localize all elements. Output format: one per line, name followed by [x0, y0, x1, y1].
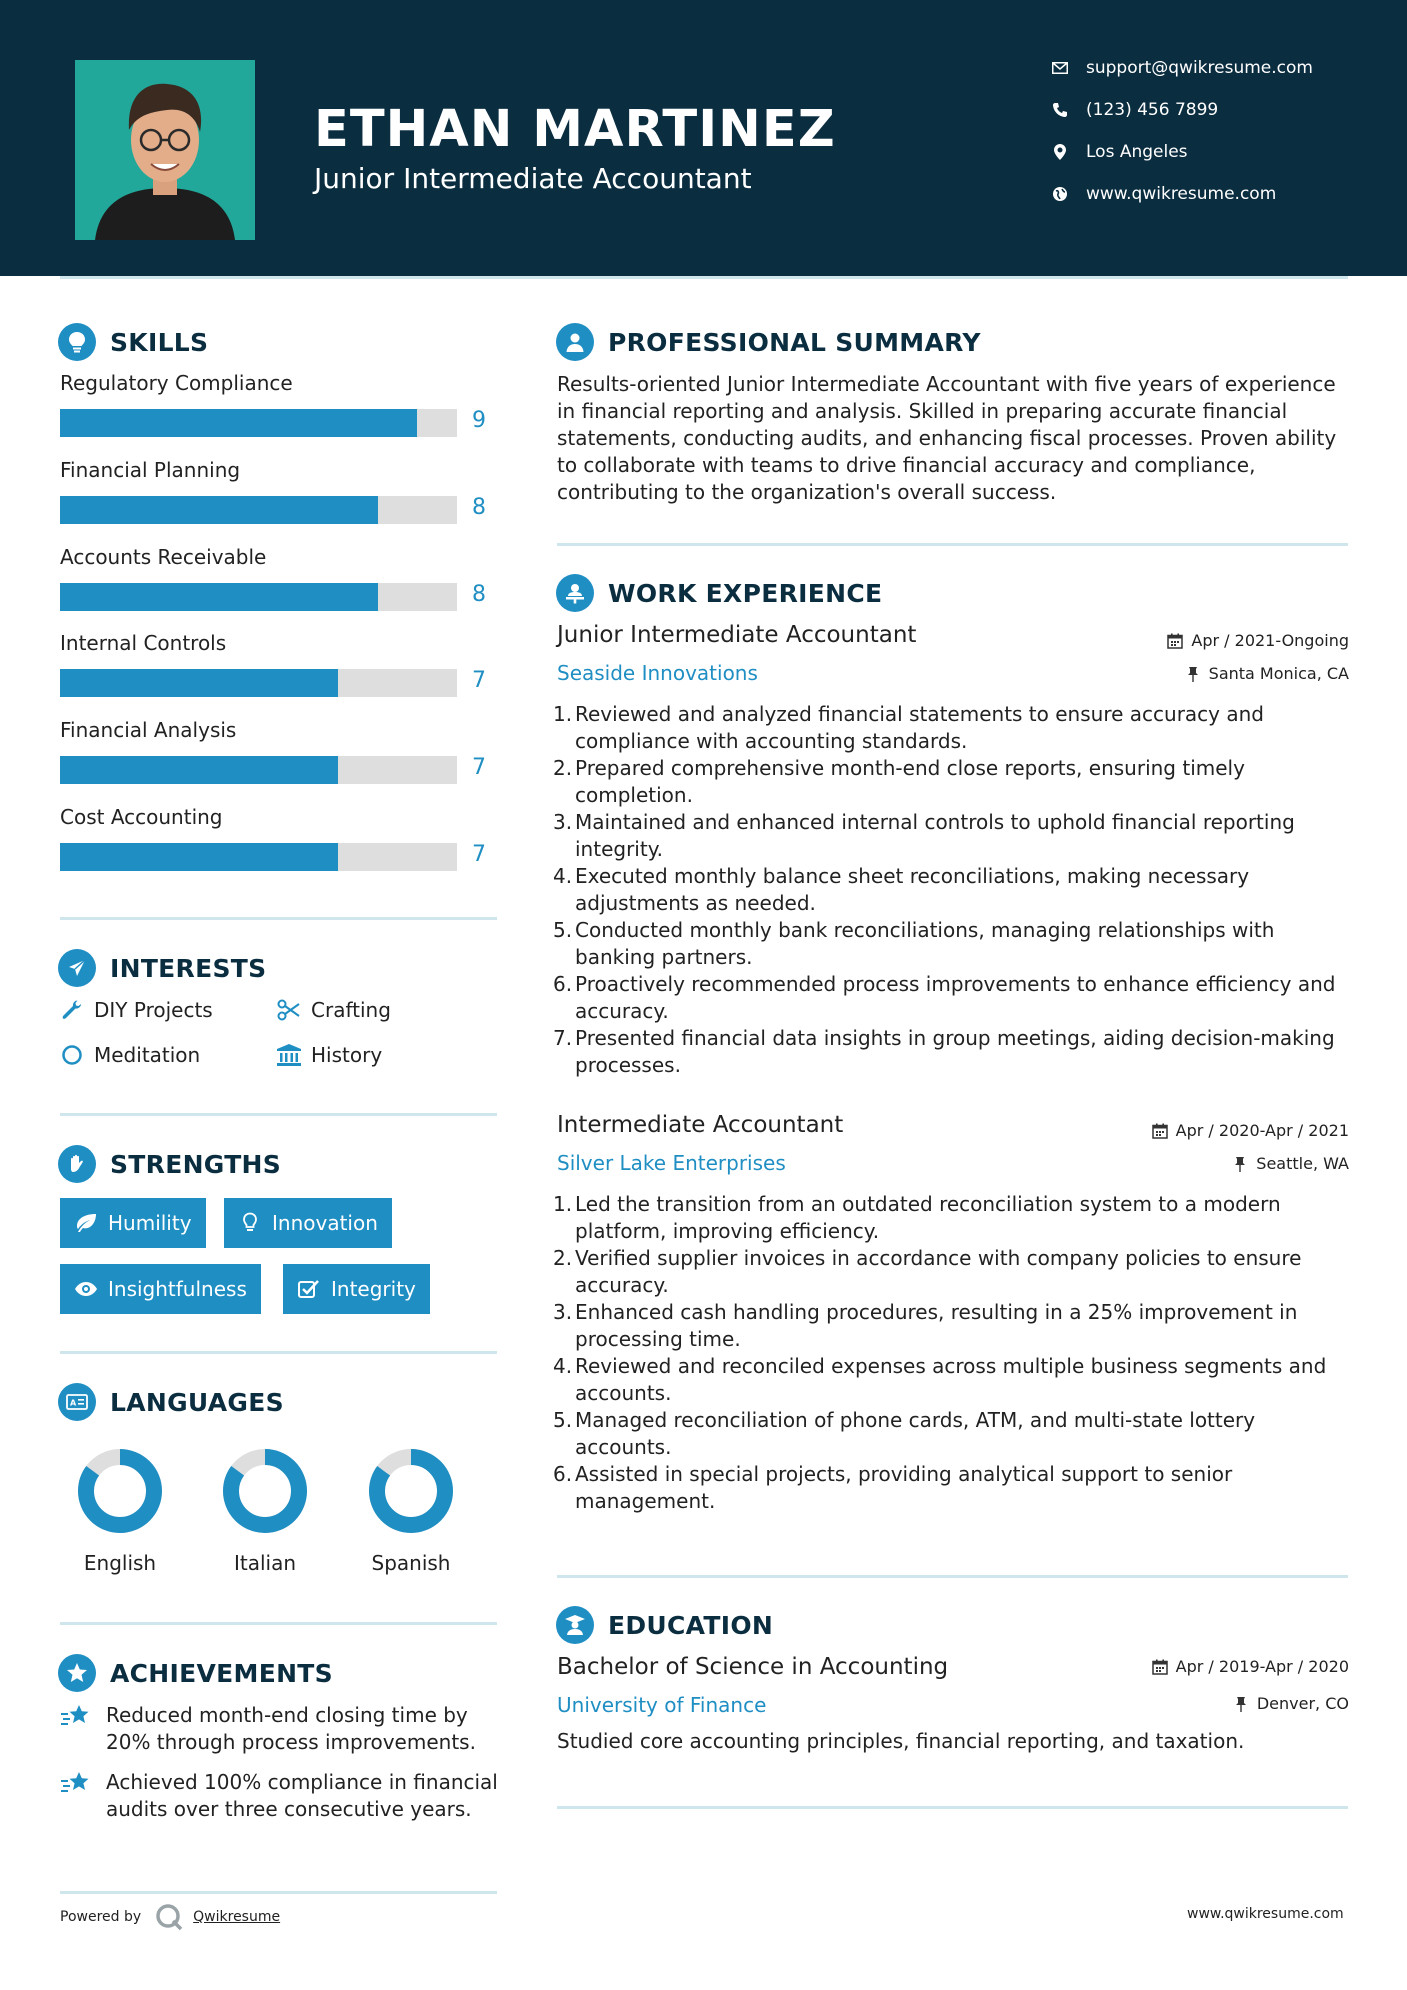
language-donut — [366, 1446, 456, 1540]
job-location — [1232, 1154, 1349, 1173]
education-dates-text: Apr / 2019-Apr / 2020 — [1175, 1657, 1349, 1676]
duty-item: Reviewed and analyzed financial statements to ensure accuracy and compliance with accounting standards. — [575, 702, 1264, 753]
interest-item — [60, 998, 213, 1022]
skill-label: Cost Accounting — [60, 805, 223, 829]
circle-icon — [60, 1043, 84, 1067]
strength-label: Integrity — [331, 1277, 416, 1301]
duty-item: Assisted in special projects, providing analytical support to senior management. — [575, 1462, 1233, 1513]
skill-value: 9 — [472, 408, 486, 433]
job-duties — [575, 701, 1355, 1079]
education-location — [1233, 1694, 1349, 1713]
job-role: Junior Intermediate Accountant — [557, 622, 917, 648]
job-dates-text: Apr / 2020-Apr / 2021 — [1175, 1121, 1349, 1140]
summary-text: Results-oriented Junior Intermediate Accountant with five years of experience in financial reporting and analysis. Skilled in preparing accurate financial statements, conducting audits, and enhancing fiscal processes. Proven ability to collaborate with teams to drive financial accuracy and compliance, contributing to the organization's overall success. — [557, 372, 1337, 504]
language-label: Italian — [233, 1551, 297, 1575]
fist-icon — [58, 1145, 96, 1183]
education-location-text: Denver, CO — [1256, 1694, 1349, 1713]
strength-chip — [224, 1198, 392, 1248]
paper-plane-icon — [58, 949, 96, 987]
achievement-item — [60, 1702, 500, 1756]
education-heading — [556, 1606, 773, 1644]
strength-label: Humility — [108, 1211, 192, 1235]
pushpin-icon — [1185, 666, 1201, 682]
map-pin-icon — [1050, 142, 1070, 162]
experience-heading — [556, 574, 882, 612]
candidate-title: Junior Intermediate Accountant — [314, 162, 752, 195]
languages-heading-text: LANGUAGES — [110, 1387, 284, 1417]
qwikresume-logo-icon — [155, 1903, 183, 1931]
duty-item: Enhanced cash handling procedures, resulting in a 25% improvement in processing time. — [575, 1300, 1298, 1351]
skills-heading-text: SKILLS — [110, 327, 209, 357]
section-divider — [60, 1351, 497, 1354]
language-label: Spanish — [371, 1551, 451, 1575]
skill-bar-fill — [60, 496, 378, 524]
skill-bar — [60, 496, 457, 524]
job-location-text: Seattle, WA — [1256, 1154, 1349, 1173]
achievements-heading — [58, 1654, 333, 1692]
duty-item: Led the transition from an outdated reconciliation system to a modern platform, improving efficiency. — [575, 1192, 1281, 1243]
graduate-icon — [556, 1606, 594, 1644]
pushpin-icon — [1232, 1156, 1248, 1172]
education-description: Studied core accounting principles, financial reporting, and taxation. — [557, 1729, 1245, 1753]
museum-icon — [277, 1043, 301, 1067]
skill-value: 8 — [472, 495, 486, 520]
achievement-text: Reduced month-end closing time by 20% through process improvements. — [106, 1703, 476, 1754]
language-donut — [220, 1446, 310, 1540]
lightbulb-icon — [58, 323, 96, 361]
skill-bar — [60, 409, 457, 437]
job-duties — [575, 1191, 1355, 1515]
achievements-heading-text: ACHIEVEMENTS — [110, 1658, 333, 1688]
duty-item: Maintained and enhanced internal controls to uphold financial reporting integrity. — [575, 810, 1295, 861]
skill-label: Regulatory Compliance — [60, 371, 293, 395]
duty-item: Managed reconciliation of phone cards, ATM, and multi-state lottery accounts. — [575, 1408, 1256, 1459]
language-donut — [75, 1446, 165, 1540]
skill-label: Accounts Receivable — [60, 545, 267, 569]
skill-bar-fill — [60, 409, 417, 437]
education-school: University of Finance — [557, 1693, 767, 1717]
skill-bar — [60, 756, 457, 784]
contact-phone[interactable] — [1050, 100, 1218, 120]
education-degree: Bachelor of Science in Accounting — [557, 1654, 949, 1680]
contact-website-text: www.qwikresume.com — [1086, 184, 1277, 204]
skill-bar — [60, 843, 457, 871]
duty-item: Presented financial data insights in group meetings, aiding decision-making processes. — [575, 1026, 1335, 1077]
section-divider — [60, 1891, 497, 1894]
qwikresume-link[interactable]: Qwikresume — [193, 1909, 281, 1925]
duty-item: Reviewed and reconciled expenses across multiple business segments and accounts. — [575, 1354, 1327, 1405]
svg-text:A: A — [70, 1398, 77, 1408]
strength-chip — [60, 1198, 206, 1248]
strengths-heading-text: STRENGTHS — [110, 1149, 282, 1179]
strength-chip — [60, 1264, 261, 1314]
duty-item: Verified supplier invoices in accordance with company policies to ensure accuracy. — [575, 1246, 1302, 1297]
job-dates-text: Apr / 2021-Ongoing — [1191, 631, 1349, 650]
skill-value: 7 — [472, 668, 486, 693]
skill-label: Financial Planning — [60, 458, 241, 482]
powered-by-text: Powered by — [60, 1909, 142, 1925]
skill-bar-fill — [60, 583, 378, 611]
section-divider — [557, 1575, 1348, 1578]
summary-heading — [556, 323, 981, 361]
scissors-icon — [277, 998, 301, 1022]
contact-website[interactable] — [1050, 184, 1276, 204]
language-label: English — [83, 1551, 157, 1575]
duty-item: Proactively recommended process improvements to enhance efficiency and accuracy. — [575, 972, 1336, 1023]
footer-url[interactable]: www.qwikresume.com — [1187, 1906, 1344, 1922]
skill-value: 7 — [472, 842, 486, 867]
eye-icon — [74, 1277, 98, 1301]
job-dates — [1167, 631, 1349, 650]
skill-value: 7 — [472, 755, 486, 780]
strength-label: Insightfulness — [108, 1277, 247, 1301]
section-divider — [557, 543, 1348, 546]
job-company: Silver Lake Enterprises — [557, 1151, 786, 1175]
job-location-text: Santa Monica, CA — [1208, 664, 1349, 683]
experience-heading-text: WORK EXPERIENCE — [608, 578, 883, 608]
skills-heading — [58, 323, 208, 361]
duty-item: Conducted monthly bank reconciliations, managing relationships with banking partners. — [575, 918, 1275, 969]
interests-heading-text: INTERESTS — [110, 953, 267, 983]
contact-location-text: Los Angeles — [1086, 142, 1188, 162]
job-location — [1185, 664, 1349, 683]
candidate-name: ETHAN MARTINEZ — [314, 100, 836, 159]
star-icon — [58, 1654, 96, 1692]
user-icon — [556, 323, 594, 361]
strengths-heading — [58, 1145, 281, 1183]
pushpin-icon — [1233, 1696, 1249, 1712]
job-company: Seaside Innovations — [557, 661, 758, 685]
interest-label: History — [311, 1043, 383, 1067]
globe-icon — [1050, 184, 1070, 204]
interest-item — [277, 1043, 382, 1067]
duty-item: Executed monthly balance sheet reconciliations, making necessary adjustments as needed. — [575, 864, 1250, 915]
summary-heading-text: PROFESSIONAL SUMMARY — [608, 327, 981, 357]
duty-item: Prepared comprehensive month-end close reports, ensuring timely completion. — [575, 756, 1245, 807]
language-card-icon — [58, 1383, 96, 1421]
section-divider — [557, 1806, 1348, 1809]
wrench-icon — [60, 998, 84, 1022]
achievement-text: Achieved 100% compliance in financial audits over three consecutive years. — [106, 1770, 498, 1821]
profile-photo — [75, 60, 255, 240]
interest-label: Crafting — [311, 998, 391, 1022]
resume-header — [0, 0, 1407, 276]
interest-item — [277, 998, 391, 1022]
contact-email-text: support@qwikresume.com — [1086, 58, 1313, 78]
shooting-star-icon — [60, 1702, 92, 1730]
skill-bar-fill — [60, 669, 338, 697]
contact-email[interactable] — [1050, 58, 1313, 78]
skill-bar — [60, 583, 457, 611]
section-divider — [60, 1113, 497, 1116]
education-dates — [1152, 1657, 1349, 1676]
interest-label: DIY Projects — [94, 998, 213, 1022]
lightbulb-icon — [238, 1211, 262, 1235]
skill-label: Financial Analysis — [60, 718, 237, 742]
achievement-item — [60, 1769, 500, 1823]
skill-label: Internal Controls — [60, 631, 227, 655]
powered-by — [60, 1903, 280, 1931]
calendar-icon — [1152, 1659, 1168, 1675]
leaf-icon — [74, 1211, 98, 1235]
skill-bar-fill — [60, 756, 338, 784]
contact-location — [1050, 142, 1188, 162]
phone-icon — [1050, 100, 1070, 120]
skill-value: 8 — [472, 582, 486, 607]
section-divider — [60, 1622, 497, 1625]
calendar-icon — [1152, 1123, 1168, 1139]
interests-heading — [58, 949, 266, 987]
presenter-icon — [556, 574, 594, 612]
contact-phone-text: (123) 456 7899 — [1086, 100, 1219, 120]
calendar-icon — [1167, 633, 1183, 649]
header-divider — [60, 276, 1348, 279]
strength-label: Innovation — [272, 1211, 378, 1235]
job-role: Intermediate Accountant — [557, 1112, 844, 1138]
strength-chip — [283, 1264, 430, 1314]
interest-label: Meditation — [94, 1043, 201, 1067]
skill-bar-fill — [60, 843, 338, 871]
skill-bar — [60, 669, 457, 697]
envelope-icon — [1050, 58, 1070, 78]
section-divider — [60, 917, 497, 920]
languages-heading — [58, 1383, 284, 1421]
job-dates — [1152, 1121, 1349, 1140]
interest-item — [60, 1043, 200, 1067]
checkbox-icon — [297, 1277, 321, 1301]
education-heading-text: EDUCATION — [608, 1610, 774, 1640]
shooting-star-icon — [60, 1769, 92, 1797]
